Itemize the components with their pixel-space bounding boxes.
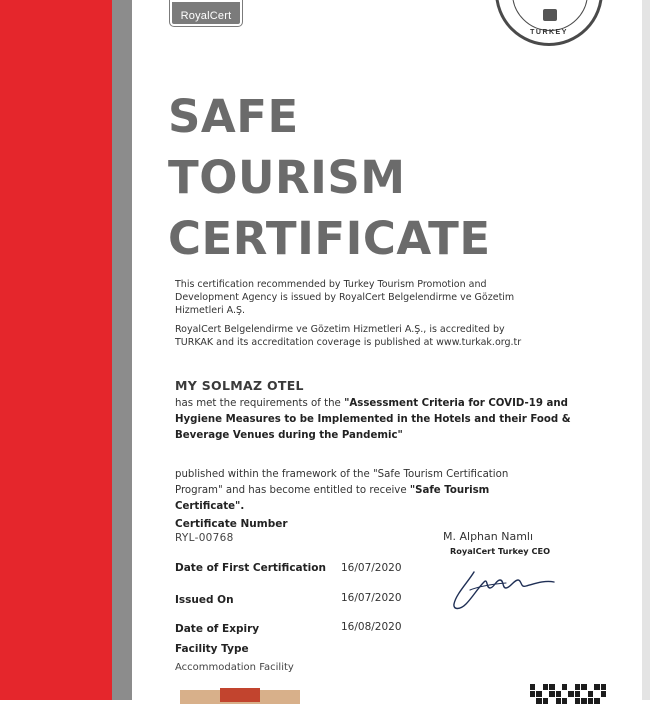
certificate-number-label: Certificate Number xyxy=(175,518,288,530)
red-side-band xyxy=(0,0,112,700)
intro-paragraph-1: This certification recommended by Turkey Tourism Promotion and Development Agency is issued by RoyalCert Belgelendirme ve Gözetim Hizmetleri A.Ş. xyxy=(175,279,515,316)
intro-paragraph-2: RoyalCert Belgelendirme ve Gözetim Hizmetleri A.Ş., is accredited by TURKAK and its accreditation coverage is published at www.turkak.org.tr xyxy=(175,324,522,348)
issued-on-date: 16/07/2020 xyxy=(341,592,402,604)
criteria-lead: has met the requirements of the xyxy=(175,398,345,409)
program-statement xyxy=(175,467,545,515)
title-line-1: SAFE xyxy=(168,90,299,143)
logo-text: RoyalCert xyxy=(180,10,232,22)
facility-type-label: Facility Type xyxy=(175,643,249,655)
title-line-3: CERTIFICATE xyxy=(168,212,491,265)
seal-text: TURKEY xyxy=(530,29,568,36)
handwritten-signature xyxy=(448,566,558,614)
gray-side-strip xyxy=(112,0,132,700)
facility-type: Accommodation Facility xyxy=(175,662,294,673)
page-edge xyxy=(642,0,650,700)
criteria-statement xyxy=(175,396,575,444)
signatory-title: RoyalCert Turkey CEO xyxy=(450,546,551,556)
criteria-title: "Assessment Criteria for COVID-19 and Hygiene Measures to be Implemented in the Hotels and their Food & Beverage Venues during the Pandemic" xyxy=(175,398,571,441)
royalcert-logo xyxy=(170,0,242,26)
expiry-date: 16/08/2020 xyxy=(341,621,402,633)
certificate-number: RYL-00768 xyxy=(175,532,234,544)
qr-code xyxy=(530,684,606,704)
expiry-label: Date of Expiry xyxy=(175,623,260,635)
first-certification-label: Date of First Certification xyxy=(175,562,326,574)
program-lead: published within the framework of the "Safe Tourism Certification Program" and has become entitled to receive xyxy=(175,469,509,496)
issued-on-label: Issued On xyxy=(175,594,234,606)
signatory-name: M. Alphan Namlı xyxy=(443,530,534,543)
hotel-name: MY SOLMAZ OTEL xyxy=(175,378,304,393)
turkey-seal xyxy=(495,0,603,46)
title-line-2: TOURISM xyxy=(168,151,406,204)
certificate-title xyxy=(168,86,491,269)
first-certification-date: 16/07/2020 xyxy=(341,562,402,574)
program-certificate-name: "Safe Tourism Certificate". xyxy=(175,485,490,512)
seal-emblem-icon xyxy=(543,9,557,21)
